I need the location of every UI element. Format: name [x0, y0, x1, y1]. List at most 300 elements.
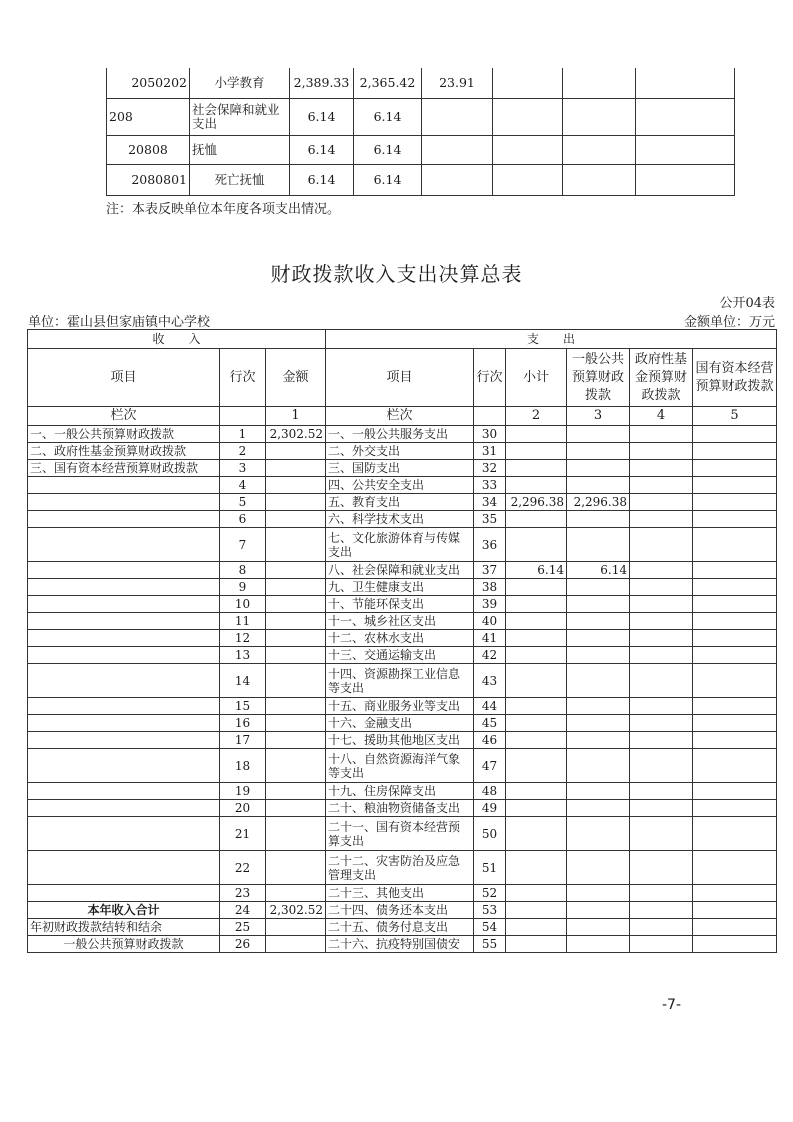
expense-item: 十六、金融支出 [326, 715, 474, 732]
income-item [28, 647, 220, 664]
income-amount: 2,302.52 [266, 426, 326, 443]
expense-gov-fund [630, 579, 693, 596]
expense-row-no-header: 行次 [474, 349, 506, 407]
prev-col6 [493, 68, 563, 99]
expense-state-capital [693, 698, 777, 715]
table-row [28, 919, 777, 936]
income-amount [266, 477, 326, 494]
expense-row-no: 49 [474, 800, 506, 817]
expense-subtotal [506, 936, 567, 953]
expense-state-capital [693, 664, 777, 698]
expense-state-capital [693, 783, 777, 800]
expense-item: 九、卫生健康支出 [326, 579, 474, 596]
expense-item: 二十六、抗疫特别国债安 [326, 936, 474, 953]
expense-item: 十四、资源勘探工业信息等支出 [326, 664, 474, 698]
expense-state-capital [693, 902, 777, 919]
income-amount [266, 596, 326, 613]
expense-subtotal [506, 783, 567, 800]
expense-general-budget [567, 596, 630, 613]
expense-item: 一、一般公共服务支出 [326, 426, 474, 443]
expense-item: 十、节能环保支出 [326, 596, 474, 613]
income-item [28, 817, 220, 851]
expense-subtotal [506, 851, 567, 885]
expense-gov-fund [630, 426, 693, 443]
prev-basic: 2,365.42 [354, 68, 422, 99]
table-row [28, 647, 777, 664]
table-row [107, 99, 735, 136]
prev-col8 [636, 68, 735, 99]
income-item [28, 494, 220, 511]
prev-name: 抚恤 [190, 136, 290, 165]
table-row [28, 715, 777, 732]
income-row-no: 25 [220, 919, 266, 936]
expense-row-no: 53 [474, 902, 506, 919]
expense-general-budget [567, 460, 630, 477]
expense-gov-fund [630, 851, 693, 885]
table-row [107, 68, 735, 99]
table-row [28, 596, 777, 613]
expense-state-capital [693, 817, 777, 851]
income-row-no: 24 [220, 902, 266, 919]
expense-item: 五、教育支出 [326, 494, 474, 511]
prev-project: 23.91 [422, 68, 493, 99]
expense-row-no: 33 [474, 477, 506, 494]
income-amount [266, 936, 326, 953]
income-amount [266, 443, 326, 460]
expense-row-no: 42 [474, 647, 506, 664]
prev-total: 6.14 [290, 99, 354, 136]
income-amount [266, 817, 326, 851]
income-row-no: 6 [220, 511, 266, 528]
income-item [28, 528, 220, 562]
expense-item: 二十一、国有资本经营预算支出 [326, 817, 474, 851]
prev-col7 [563, 99, 636, 136]
prev-code: 2080801 [107, 165, 190, 196]
income-amount [266, 460, 326, 477]
expense-subtotal: 2,296.38 [506, 494, 567, 511]
income-item [28, 630, 220, 647]
expense-row-no: 30 [474, 426, 506, 443]
income-item [28, 800, 220, 817]
income-amount-header: 金额 [266, 349, 326, 407]
expense-subtotal: 6.14 [506, 562, 567, 579]
expense-gov-fund [630, 749, 693, 783]
expense-item: 十七、援助其他地区支出 [326, 732, 474, 749]
income-row-no: 7 [220, 528, 266, 562]
income-item [28, 664, 220, 698]
subtotal-header: 小计 [506, 349, 567, 407]
income-amount [266, 732, 326, 749]
expense-state-capital [693, 511, 777, 528]
expense-subtotal [506, 902, 567, 919]
expense-general-budget [567, 477, 630, 494]
expense-general-budget: 6.14 [567, 562, 630, 579]
expense-row-no: 51 [474, 851, 506, 885]
table-row [28, 494, 777, 511]
expense-gov-fund [630, 443, 693, 460]
page-number: -7- [662, 997, 682, 1013]
expense-row-no: 45 [474, 715, 506, 732]
expense-state-capital [693, 426, 777, 443]
expense-row-no: 39 [474, 596, 506, 613]
expense-state-capital [693, 528, 777, 562]
income-amount [266, 919, 326, 936]
prev-name: 社会保障和就业支出 [190, 99, 290, 136]
table-row [28, 817, 777, 851]
expense-row-no: 48 [474, 783, 506, 800]
expense-general-budget [567, 749, 630, 783]
prev-project [422, 136, 493, 165]
prev-col7 [563, 165, 636, 196]
expense-subtotal [506, 511, 567, 528]
expense-state-capital [693, 477, 777, 494]
income-item: 三、国有资本经营预算财政拨款 [28, 460, 220, 477]
expense-gov-fund [630, 511, 693, 528]
income-item [28, 715, 220, 732]
table-row [28, 800, 777, 817]
expense-row-no: 32 [474, 460, 506, 477]
income-amount [266, 613, 326, 630]
income-item [28, 579, 220, 596]
income-amount [266, 630, 326, 647]
expense-gov-fund [630, 698, 693, 715]
expense-row-no: 34 [474, 494, 506, 511]
expense-row-no: 47 [474, 749, 506, 783]
expense-item: 三、国防支出 [326, 460, 474, 477]
income-amount [266, 698, 326, 715]
table-row [28, 851, 777, 885]
income-row-no: 22 [220, 851, 266, 885]
prev-code: 2050202 [107, 68, 190, 99]
col-label: 栏次 [28, 407, 220, 426]
table-row [28, 460, 777, 477]
expense-state-capital [693, 460, 777, 477]
income-item [28, 613, 220, 630]
table-row [28, 749, 777, 783]
expense-state-capital [693, 749, 777, 783]
expense-item: 二十二、灾害防治及应急管理支出 [326, 851, 474, 885]
expense-gov-fund [630, 494, 693, 511]
prev-basic: 6.14 [354, 99, 422, 136]
income-amount [266, 664, 326, 698]
income-amount [266, 885, 326, 902]
expense-general-budget [567, 613, 630, 630]
general-budget-header: 一般公共预算财政拨款 [567, 349, 630, 407]
expense-state-capital [693, 613, 777, 630]
expense-gov-fund [630, 528, 693, 562]
income-row-no: 18 [220, 749, 266, 783]
income-row-no: 26 [220, 936, 266, 953]
income-row-no: 15 [220, 698, 266, 715]
expense-gov-fund [630, 562, 693, 579]
expense-general-budget [567, 528, 630, 562]
expense-gov-fund [630, 885, 693, 902]
expense-gov-fund [630, 800, 693, 817]
expense-row-no: 55 [474, 936, 506, 953]
col-label-empty [220, 407, 266, 426]
expense-general-budget [567, 902, 630, 919]
income-amount [266, 800, 326, 817]
income-amount [266, 715, 326, 732]
income-amount [266, 783, 326, 800]
expense-row-no: 36 [474, 528, 506, 562]
expense-row-no: 52 [474, 885, 506, 902]
table-row [28, 613, 777, 630]
expense-gov-fund [630, 783, 693, 800]
prev-name: 小学教育 [190, 68, 290, 99]
expense-row-no: 46 [474, 732, 506, 749]
expense-item: 六、科学技术支出 [326, 511, 474, 528]
expense-gov-fund [630, 732, 693, 749]
income-row-no: 17 [220, 732, 266, 749]
table-row [28, 630, 777, 647]
expense-subtotal [506, 613, 567, 630]
expense-item: 十一、城乡社区支出 [326, 613, 474, 630]
exp-col-label-empty [474, 407, 506, 426]
income-row-no: 11 [220, 613, 266, 630]
expense-general-budget [567, 443, 630, 460]
income-amount [266, 511, 326, 528]
expense-gov-fund [630, 715, 693, 732]
expense-general-budget [567, 817, 630, 851]
expense-subtotal [506, 919, 567, 936]
expense-gov-fund [630, 919, 693, 936]
income-item: 一般公共预算财政拨款 [28, 936, 220, 953]
expense-item: 十二、农林水支出 [326, 630, 474, 647]
expense-general-budget [567, 919, 630, 936]
income-section-header: 收 入 [28, 330, 326, 349]
table-row [28, 511, 777, 528]
expense-state-capital [693, 579, 777, 596]
expense-gov-fund [630, 664, 693, 698]
income-item: 本年收入合计 [28, 902, 220, 919]
income-row-no: 10 [220, 596, 266, 613]
table-row [28, 443, 777, 460]
gov-fund-header: 政府性基金预算财政拨款 [630, 349, 693, 407]
expense-row-no: 37 [474, 562, 506, 579]
expense-item: 二、外交支出 [326, 443, 474, 460]
expense-item: 二十四、债务还本支出 [326, 902, 474, 919]
expense-state-capital [693, 562, 777, 579]
expense-general-budget [567, 732, 630, 749]
expense-general-budget [567, 698, 630, 715]
expense-subtotal [506, 596, 567, 613]
expense-state-capital [693, 919, 777, 936]
expense-subtotal [506, 477, 567, 494]
prev-col8 [636, 99, 735, 136]
prev-code: 208 [107, 99, 190, 136]
prev-total: 6.14 [290, 136, 354, 165]
prev-code: 20808 [107, 136, 190, 165]
col-1: 1 [266, 407, 326, 426]
income-amount [266, 647, 326, 664]
fiscal-appropriation-summary-table [27, 329, 777, 953]
expense-subtotal [506, 426, 567, 443]
table-note: 注：本表反映单位本年度各项支出情况。 [106, 202, 341, 217]
prev-total: 2,389.33 [290, 68, 354, 99]
expense-item: 二十三、其他支出 [326, 885, 474, 902]
income-row-no: 5 [220, 494, 266, 511]
expense-state-capital [693, 494, 777, 511]
expense-gov-fund [630, 936, 693, 953]
income-row-no: 13 [220, 647, 266, 664]
expense-state-capital [693, 885, 777, 902]
expense-general-budget [567, 426, 630, 443]
expense-gov-fund [630, 613, 693, 630]
header-row-sections [28, 330, 777, 349]
income-item: 一、一般公共预算财政拨款 [28, 426, 220, 443]
prev-project [422, 99, 493, 136]
income-item: 年初财政拨款结转和结余 [28, 919, 220, 936]
income-item [28, 851, 220, 885]
income-amount [266, 562, 326, 579]
expense-subtotal [506, 732, 567, 749]
expense-subtotal [506, 885, 567, 902]
prev-basic: 6.14 [354, 136, 422, 165]
income-amount [266, 579, 326, 596]
prev-col6 [493, 136, 563, 165]
expense-subtotal [506, 647, 567, 664]
income-row-no: 21 [220, 817, 266, 851]
expense-subtotal [506, 579, 567, 596]
income-row-no: 2 [220, 443, 266, 460]
expense-row-no: 54 [474, 919, 506, 936]
income-row-no: 8 [220, 562, 266, 579]
expense-gov-fund [630, 596, 693, 613]
income-item [28, 596, 220, 613]
prev-total: 6.14 [290, 165, 354, 196]
expense-state-capital [693, 800, 777, 817]
expense-state-capital [693, 851, 777, 885]
expense-general-budget [567, 664, 630, 698]
expense-item: 七、文化旅游体育与传媒支出 [326, 528, 474, 562]
expense-row-no: 43 [474, 664, 506, 698]
col-4: 4 [630, 407, 693, 426]
expense-subtotal [506, 698, 567, 715]
income-item [28, 885, 220, 902]
income-row-no: 16 [220, 715, 266, 732]
income-row-no: 14 [220, 664, 266, 698]
expense-item-header: 项目 [326, 349, 474, 407]
table-row [28, 477, 777, 494]
income-row-no: 4 [220, 477, 266, 494]
expense-state-capital [693, 732, 777, 749]
prev-col6 [493, 165, 563, 196]
expense-general-budget [567, 715, 630, 732]
income-item [28, 749, 220, 783]
table-row [28, 885, 777, 902]
expense-gov-fund [630, 902, 693, 919]
expense-subtotal [506, 715, 567, 732]
expense-state-capital [693, 647, 777, 664]
expense-general-budget [567, 647, 630, 664]
expense-subtotal [506, 749, 567, 783]
income-item: 二、政府性基金预算财政拨款 [28, 443, 220, 460]
expense-item: 十九、住房保障支出 [326, 783, 474, 800]
expense-item: 十五、商业服务业等支出 [326, 698, 474, 715]
expense-item: 十三、交通运输支出 [326, 647, 474, 664]
income-amount: 2,302.52 [266, 902, 326, 919]
report-title: 财政拨款收入支出决算总表 [270, 262, 523, 286]
expense-row-no: 50 [474, 817, 506, 851]
income-amount [266, 528, 326, 562]
table-row [28, 783, 777, 800]
expense-row-no: 40 [474, 613, 506, 630]
expense-subtotal [506, 443, 567, 460]
expense-general-budget [567, 851, 630, 885]
income-item-header: 项目 [28, 349, 220, 407]
state-capital-header: 国有资本经营预算财政拨款 [693, 349, 777, 407]
expense-subtotal [506, 800, 567, 817]
table-row [107, 165, 735, 196]
expense-row-no: 35 [474, 511, 506, 528]
table-row [28, 579, 777, 596]
table-row [28, 426, 777, 443]
table-row [28, 528, 777, 562]
table-row [28, 562, 777, 579]
money-unit: 金额单位：万元 [683, 315, 775, 330]
income-amount [266, 749, 326, 783]
expense-gov-fund [630, 817, 693, 851]
expense-item: 二十、粮油物资储备支出 [326, 800, 474, 817]
header-row-columns [28, 349, 777, 407]
expense-section-header: 支 出 [326, 330, 777, 349]
expense-state-capital [693, 596, 777, 613]
expense-general-budget [567, 511, 630, 528]
expense-subtotal [506, 528, 567, 562]
table-row [28, 902, 777, 919]
exp-col-label: 栏次 [326, 407, 474, 426]
table-row [28, 664, 777, 698]
expense-item: 二十五、债务付息支出 [326, 919, 474, 936]
income-item [28, 783, 220, 800]
prev-col8 [636, 165, 735, 196]
income-item [28, 511, 220, 528]
prev-name: 死亡抚恤 [190, 165, 290, 196]
income-item [28, 732, 220, 749]
income-row-no: 12 [220, 630, 266, 647]
form-number: 公开04表 [719, 296, 775, 311]
income-row-no: 1 [220, 426, 266, 443]
reporting-unit: 单位：霍山县但家庙镇中心学校 [28, 315, 211, 330]
expense-general-budget [567, 800, 630, 817]
previous-expense-table [106, 68, 735, 196]
income-item [28, 477, 220, 494]
prev-basic: 6.14 [354, 165, 422, 196]
income-row-no-header: 行次 [220, 349, 266, 407]
expense-general-budget [567, 579, 630, 596]
income-row-no: 20 [220, 800, 266, 817]
table-row [28, 732, 777, 749]
expense-item: 八、社会保障和就业支出 [326, 562, 474, 579]
expense-gov-fund [630, 630, 693, 647]
header-row-column-numbers [28, 407, 777, 426]
expense-row-no: 41 [474, 630, 506, 647]
col-2: 2 [506, 407, 567, 426]
expense-general-budget [567, 630, 630, 647]
income-amount [266, 851, 326, 885]
prev-col7 [563, 136, 636, 165]
income-row-no: 3 [220, 460, 266, 477]
expense-row-no: 38 [474, 579, 506, 596]
expense-state-capital [693, 936, 777, 953]
income-amount [266, 494, 326, 511]
expense-state-capital [693, 630, 777, 647]
expense-general-budget [567, 936, 630, 953]
table-row [28, 698, 777, 715]
expense-general-budget [567, 783, 630, 800]
prev-col7 [563, 68, 636, 99]
